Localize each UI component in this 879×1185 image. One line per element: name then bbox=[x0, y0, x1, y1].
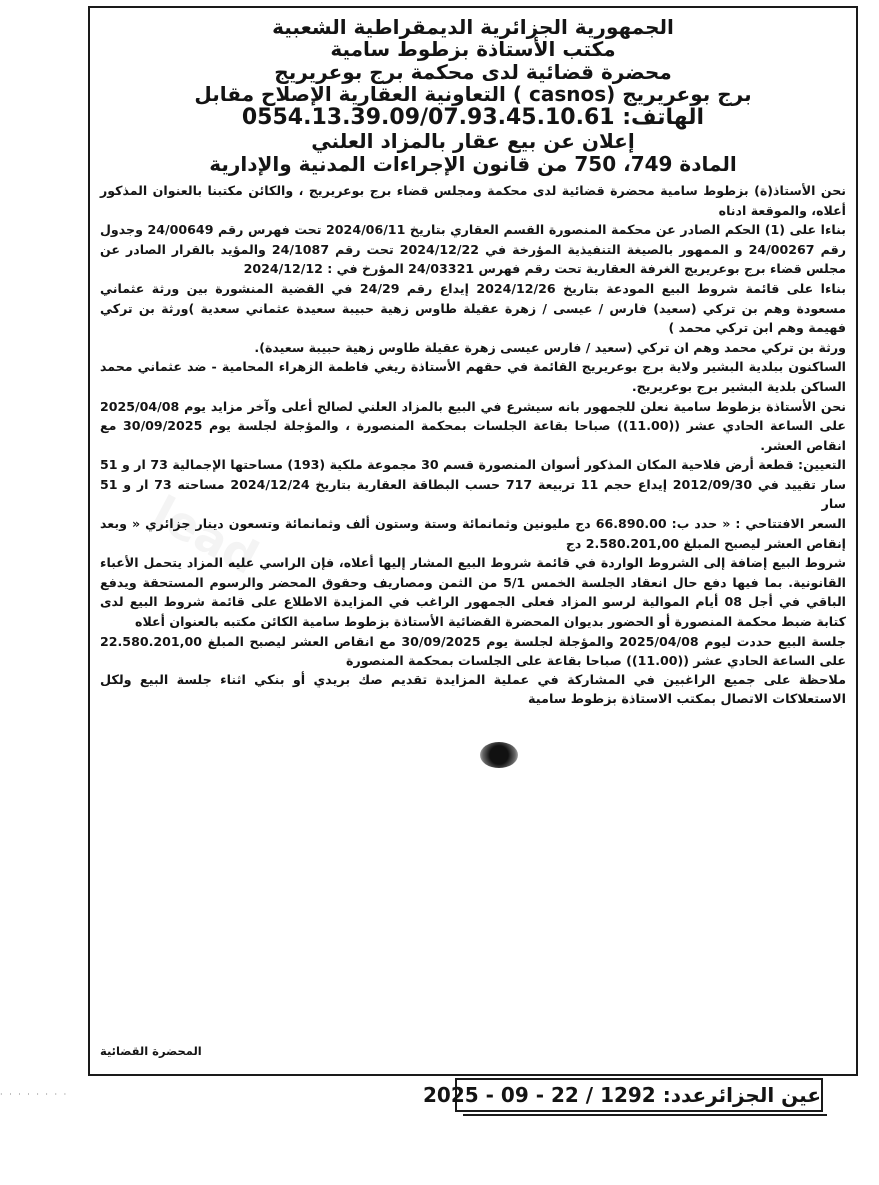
paragraph-intro: نحن الأستاذ(ة) بزطوط سامية محضرة قضائية لدى محكمة ومجلس قضاء برج بوعريريج ، والكائن مكتبنا بالعنوان المذكور أعلاه، والموقعة ادناه bbox=[100, 182, 846, 218]
paragraph-conditions-list: بناءا على قائمة شروط البيع المودعة بتاريخ 2024/12/26 إيداع رقم 24/29 في القضية المنشورة بين ورثة عثماني مسعودة وهم بن تركي (سعيد) فارس / عيسى / زهرة عقيلة طاوس زهية حبيبة سعيدة عثماني سعدية )ورثة بن تركي فهيمة وهم ابن تركي محمد ) bbox=[100, 280, 846, 336]
paragraph-session: جلسة البيع حددت ليوم 2025/04/08 والمؤجلة لجلسة يوم 30/09/2025 مع انقاص العشر ليصبح المبلغ 22.580.201,00 على الساعة الحادي عشر ((11.00)) صباحا بقاعة على الجلسات بمحكمة المنصورة bbox=[100, 633, 846, 669]
margin-dots: · · · · · · · · bbox=[0, 1090, 69, 1099]
legal-article: المادة 749، 750 من قانون الإجراءات المدنية والإدارية bbox=[209, 151, 737, 176]
announcement-body bbox=[90, 175, 856, 710]
paragraph-auction-date: نحن الأستاذة بزطوط سامية نعلن للجمهور بانه سيشرع في البيع بالمزاد العلني لصالح أعلى وآخر مزايد يوم 2025/04/08 على الساعة الحادي عشر ((11.00)) صباحا بقاعة الجلسات بمحكمة المنصورة ، والمؤجلة لجلسة يوم 30/09/2025 مع انقاص العشر. bbox=[100, 398, 846, 453]
paragraph-property: التعيين: قطعة أرض فلاحية المكان المذكور أسوان المنصورة قسم 30 مجموعة ملكية (193) مساحتها الإجمالية 73 ار و 51 سار تقييد في 2012/09/30 إيداع حجم 11 تربيعة 717 حسب البطاقة العقارية بتاريخ 2024/12/24 مساحته 73 ار و 51 سار bbox=[100, 457, 847, 512]
paragraph-opening-price: السعر الافتتاحي : « حدد ب: 66.890.00 دج مليونين وثمانمائة وستة وستون ألف وثمانمائة وتسعون دينار جزائري « وبعد إنقاص العشر ليصبح المبلغ 2.580.201,00 دج bbox=[100, 516, 846, 551]
announcement-title: إعلان عن بيع عقار بالمزاد العلني bbox=[311, 129, 635, 154]
signature: المحضرة القضائية bbox=[100, 1044, 202, 1058]
publication-reference: عين الجزائرعدد: 1292 / 22 - 09 - 2025 bbox=[455, 1078, 823, 1112]
paragraph-heirs: ورثة بن تركي محمد وهم ان تركي (سعيد / فارس عيسى زهرة عقيلة طاوس زهية حبيبة سعيدة). bbox=[254, 339, 846, 355]
paragraph-residents: الساكنون ببلدية البشير ولاية برج بوعريريج القائمة في حقهم الأستاذة ريغي فاطمة الزهراء المحامية - ضد عثماني محمد الساكن بلدية البشير برج بوعريريج. bbox=[100, 359, 846, 394]
paragraph-judgment: بناءا على (1) الحكم الصادر عن محكمة المنصورة القسم العقاري بتاريخ 2024/06/11 تحت فهرس رقم 24/00649 وجدول رقم 24/00267 و الممهور بالصيغة التنفيذية المؤرخة في 2024/12/22 تحت رقم 24/1087 والمؤيد بالقرار الصادر عن مجلس قضاء برج بوعريريج الغرفة العقارية تحت رقم فهرس 24/03321 المؤرخ في : 2024/12/12 bbox=[100, 222, 846, 277]
paragraph-note: ملاحظة على جميع الراغبين في المشاركة في عملية المزايدة تقديم صك بريدي أو بنكي اثناء جلسة البيع ولكل الاستعلاكات الاتصال بمكتب الاستاذة بزطوط سامية bbox=[100, 672, 846, 708]
paragraph-sale-terms: شروط البيع إضافة إلى الشروط الواردة في قائمة شروط البيع المشار إليها أعلاه، فإن الراسي عليه المزاد يتحمل الأعباء القانونية. بما فيها دفع حال انعقاد الجلسة الخمس 5/1 من الثمن ومصاريف وحقوق المحضر والرسوم المستحقة ويدفع الباقي في أجل 08 أيام الموالية لرسو المزاد فعلى الجمهور الراغب في المزايدة الاطلاع على قائمة شروط البيع لدى كتابة ضبط محكمة المنصورة أو الحضور بديوان المحضرة القضائية الأستاذة بزطوط سامية الكائن مكتبه بالعنوان أعلاه bbox=[100, 555, 846, 630]
office-address: التعاونية العقارية الإصلاح مقابل ( casnos) برج بوعريريج bbox=[194, 82, 752, 107]
phone-label: الهاتف: bbox=[622, 104, 705, 130]
phone-numbers: 0554.13.39.09/07.93.45.10.61 bbox=[241, 104, 615, 130]
header bbox=[90, 16, 856, 175]
bailiff-title: محضرة قضائية لدى محكمة برج بوعريريج bbox=[274, 59, 672, 84]
phone-line bbox=[90, 106, 856, 131]
announcement-frame bbox=[88, 6, 858, 1076]
ink-smudge bbox=[480, 742, 518, 768]
republic-title: الجمهورية الجزائرية الديمقراطية الشعبية bbox=[272, 15, 674, 39]
office-name: مكتب الأستاذة بزطوط سامية bbox=[330, 37, 616, 62]
